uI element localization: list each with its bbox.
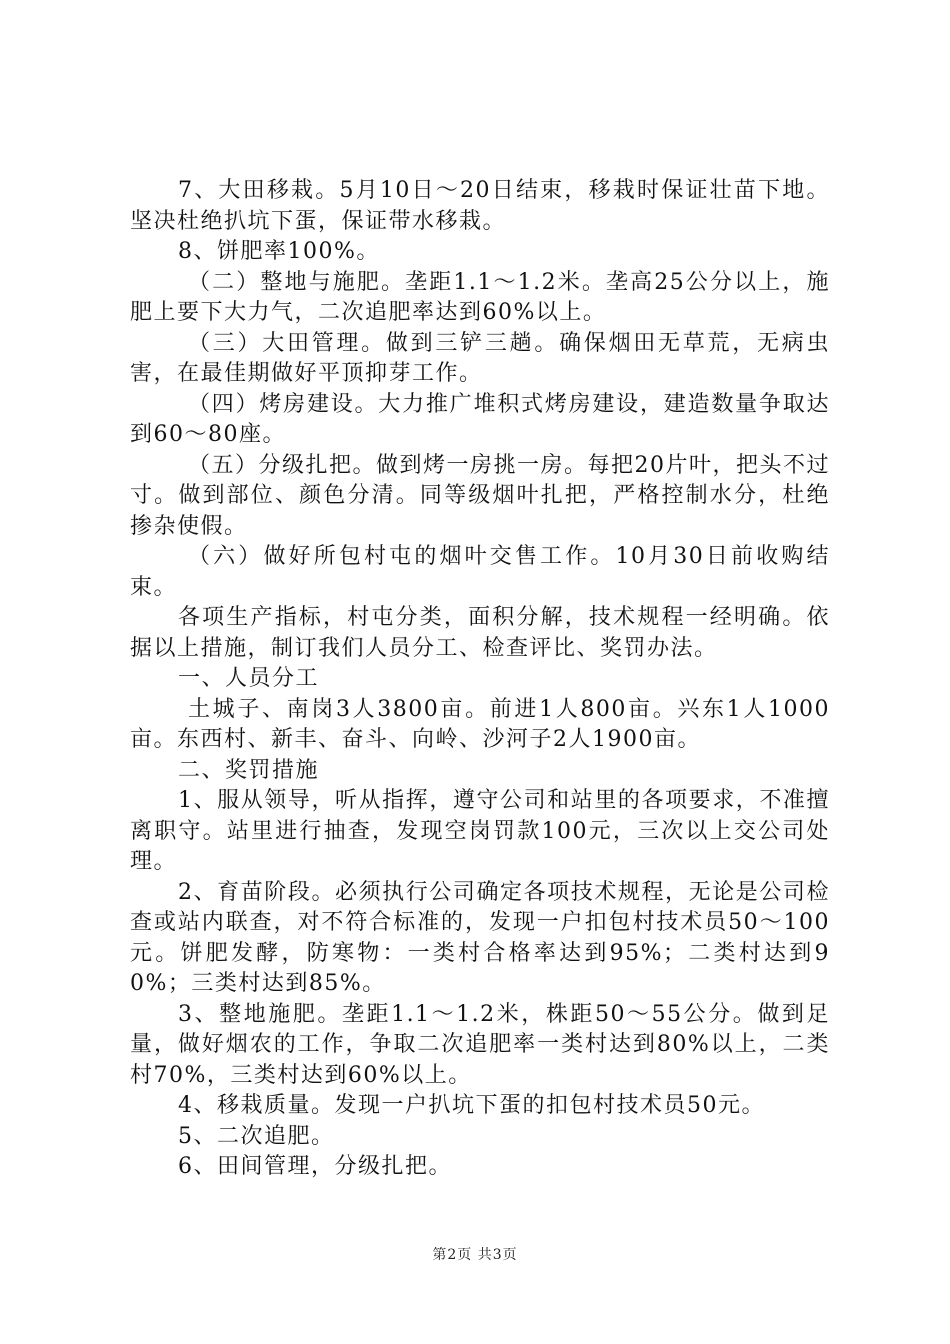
paragraph-rule-6: 6、田间管理，分级扎把。 — [178, 1154, 452, 1179]
paragraph-staff-division: 土城子、南岗3人3800亩。前进1人800亩。兴东1人1000亩。东西村、新丰、奋斗、向岭、沙河子2人1900亩。 — [130, 696, 830, 752]
paragraph-rule-4: 4、移栽质量。发现一户扒坑下蛋的扣包村技术员50元。 — [178, 1093, 765, 1118]
paragraph-rule-1: 1、服从领导，听从指挥，遵守公司和站里的各项要求，不准擅离职守。站里进行抽查，发现空岗罚款100元，三次以上交公司处理。 — [130, 788, 830, 874]
paragraph-tobacco-sales: （六）做好所包村屯的烟叶交售工作。10月30日前收购结束。 — [130, 544, 830, 600]
paragraph-rule-3: 3、整地施肥。垄距1.1～1.2米，株距50～55公分。做到足量，做好烟农的工作，争取二次追肥率一类村达到80%以上，二类村70%，三类村达到60%以上。 — [130, 1001, 830, 1088]
paragraph-summary: 各项生产指标，村屯分类，面积分解，技术规程一经明确。依据以上措施，制订我们人员分工、检查评比、奖罚办法。 — [130, 605, 830, 661]
paragraph-field-management: （三）大田管理。做到三铲三趟。确保烟田无草荒，无病虫害，在最佳期做好平顶抑芽工作。 — [130, 330, 830, 386]
heading-rewards-penalties: 二、奖罚措施 — [178, 757, 320, 783]
document-body — [130, 176, 830, 1183]
heading-staff-division: 一、人员分工 — [178, 666, 320, 691]
paragraph-transplanting: 7、大田移栽。5月10日～20日结束，移栽时保证壮苗下地。坚决杜绝扒坑下蛋，保证带水移栽。 — [130, 178, 830, 234]
paragraph-rule-2: 2、育苗阶段。必须执行公司确定各项技术规程，无论是公司检查或站内联查，对不符合标准的，发现一户扣包村技术员50～100元。饼肥发酵，防寒物：一类村合格率达到95%；二类村达到90%；三类村达到85%。 — [130, 879, 830, 996]
paragraph-rule-5: 5、二次追肥。 — [178, 1123, 335, 1149]
paragraph-grading-bundling: （五）分级扎把。做到烤一房挑一房。每把20片叶，把头不过寸。做到部位、颜色分清。同等级烟叶扎把，严格控制水分，杜绝掺杂使假。 — [130, 452, 830, 539]
paragraph-land-preparation: （二）整地与施肥。垄距1.1～1.2米。垄高25公分以上，施肥上要下大力气，二次追肥率达到60%以上。 — [130, 269, 830, 325]
paragraph-curing-barn: （四）烤房建设。大力推广堆积式烤房建设，建造数量争取达到60～80座。 — [130, 391, 830, 447]
page-number-footer: 第2页 共3页 — [432, 1247, 518, 1263]
paragraph-cake-fertilizer: 8、饼肥率100%。 — [178, 239, 380, 264]
